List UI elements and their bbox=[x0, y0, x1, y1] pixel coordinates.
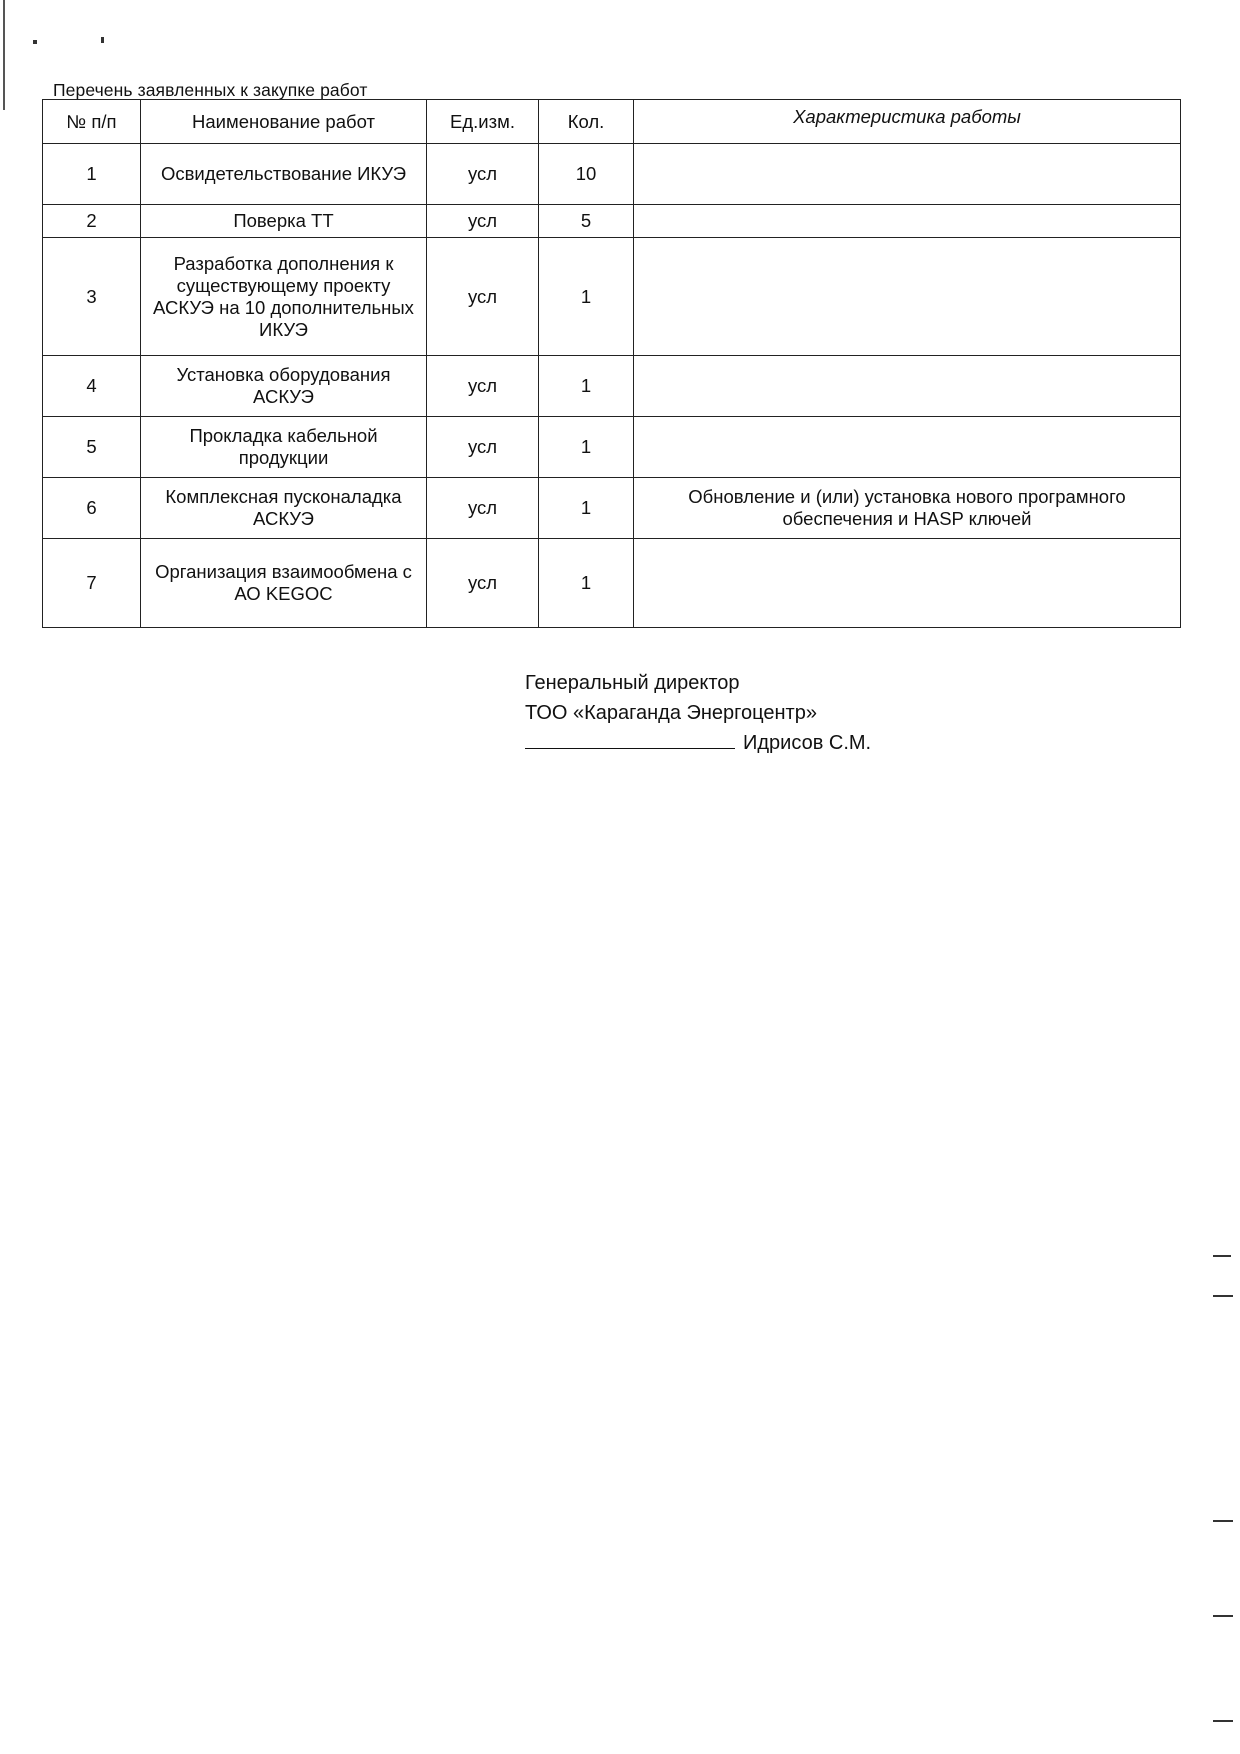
header-number: № п/п bbox=[43, 100, 141, 144]
signatory-name: Идрисов С.М. bbox=[743, 732, 872, 754]
cell-number: 4 bbox=[43, 356, 141, 417]
cell-unit: усл bbox=[427, 417, 539, 478]
cell-number: 7 bbox=[43, 539, 141, 628]
cell-number: 5 bbox=[43, 417, 141, 478]
cell-characteristic: Обновление и (или) установка нового програмного обеспечения и HASP ключей bbox=[634, 478, 1181, 539]
scan-mark bbox=[101, 37, 104, 43]
document-title: Перечень заявленных к закупке работ bbox=[53, 80, 368, 100]
cell-characteristic bbox=[634, 539, 1181, 628]
cell-name: Освидетельствование ИКУЭ bbox=[141, 144, 427, 205]
signatory-position: Генеральный директор bbox=[525, 672, 740, 694]
header-quantity: Кол. bbox=[539, 100, 634, 144]
cell-unit: усл bbox=[427, 238, 539, 356]
cell-quantity: 1 bbox=[539, 478, 634, 539]
table-row bbox=[43, 356, 1181, 417]
scan-mark bbox=[1213, 1295, 1233, 1297]
table-row bbox=[43, 539, 1181, 628]
scan-mark bbox=[1213, 1720, 1233, 1722]
cell-unit: усл bbox=[427, 539, 539, 628]
header-name: Наименование работ bbox=[141, 100, 427, 144]
table-row bbox=[43, 144, 1181, 205]
cell-quantity: 1 bbox=[539, 417, 634, 478]
cell-quantity: 10 bbox=[539, 144, 634, 205]
table-header-row bbox=[43, 100, 1181, 144]
signatory-company: ТОО «Караганда Энергоцентр» bbox=[525, 702, 817, 724]
cell-number: 6 bbox=[43, 478, 141, 539]
scan-edge-line bbox=[3, 0, 5, 110]
cell-characteristic bbox=[634, 356, 1181, 417]
scan-mark bbox=[1213, 1255, 1231, 1257]
cell-name: Разработка дополнения к существующему проекту АСКУЭ на 10 дополнительных ИКУЭ bbox=[141, 238, 427, 356]
cell-name: Прокладка кабельной продукции bbox=[141, 417, 427, 478]
signature-block bbox=[525, 668, 871, 758]
cell-unit: усл bbox=[427, 205, 539, 238]
cell-unit: усл bbox=[427, 478, 539, 539]
cell-name: Поверка ТТ bbox=[141, 205, 427, 238]
cell-number: 3 bbox=[43, 238, 141, 356]
cell-quantity: 1 bbox=[539, 356, 634, 417]
scan-mark bbox=[33, 40, 37, 44]
cell-name: Организация взаимообмена с АО KEGOC bbox=[141, 539, 427, 628]
cell-characteristic bbox=[634, 417, 1181, 478]
table-row bbox=[43, 417, 1181, 478]
works-table bbox=[42, 99, 1181, 628]
table-row bbox=[43, 205, 1181, 238]
cell-characteristic bbox=[634, 144, 1181, 205]
cell-number: 2 bbox=[43, 205, 141, 238]
cell-unit: усл bbox=[427, 144, 539, 205]
cell-name: Установка оборудования АСКУЭ bbox=[141, 356, 427, 417]
scan-mark bbox=[1213, 1520, 1233, 1522]
table-row bbox=[43, 238, 1181, 356]
cell-name: Комплексная пусконаладка АСКУЭ bbox=[141, 478, 427, 539]
table-row bbox=[43, 478, 1181, 539]
cell-quantity: 1 bbox=[539, 238, 634, 356]
cell-characteristic bbox=[634, 238, 1181, 356]
cell-characteristic bbox=[634, 205, 1181, 238]
signatory-line bbox=[525, 728, 871, 758]
scan-mark bbox=[1213, 1615, 1233, 1617]
signature-line bbox=[525, 730, 735, 749]
cell-number: 1 bbox=[43, 144, 141, 205]
header-characteristic: Характеристика работы bbox=[634, 100, 1181, 144]
header-unit: Ед.изм. bbox=[427, 100, 539, 144]
cell-unit: усл bbox=[427, 356, 539, 417]
cell-quantity: 1 bbox=[539, 539, 634, 628]
cell-quantity: 5 bbox=[539, 205, 634, 238]
